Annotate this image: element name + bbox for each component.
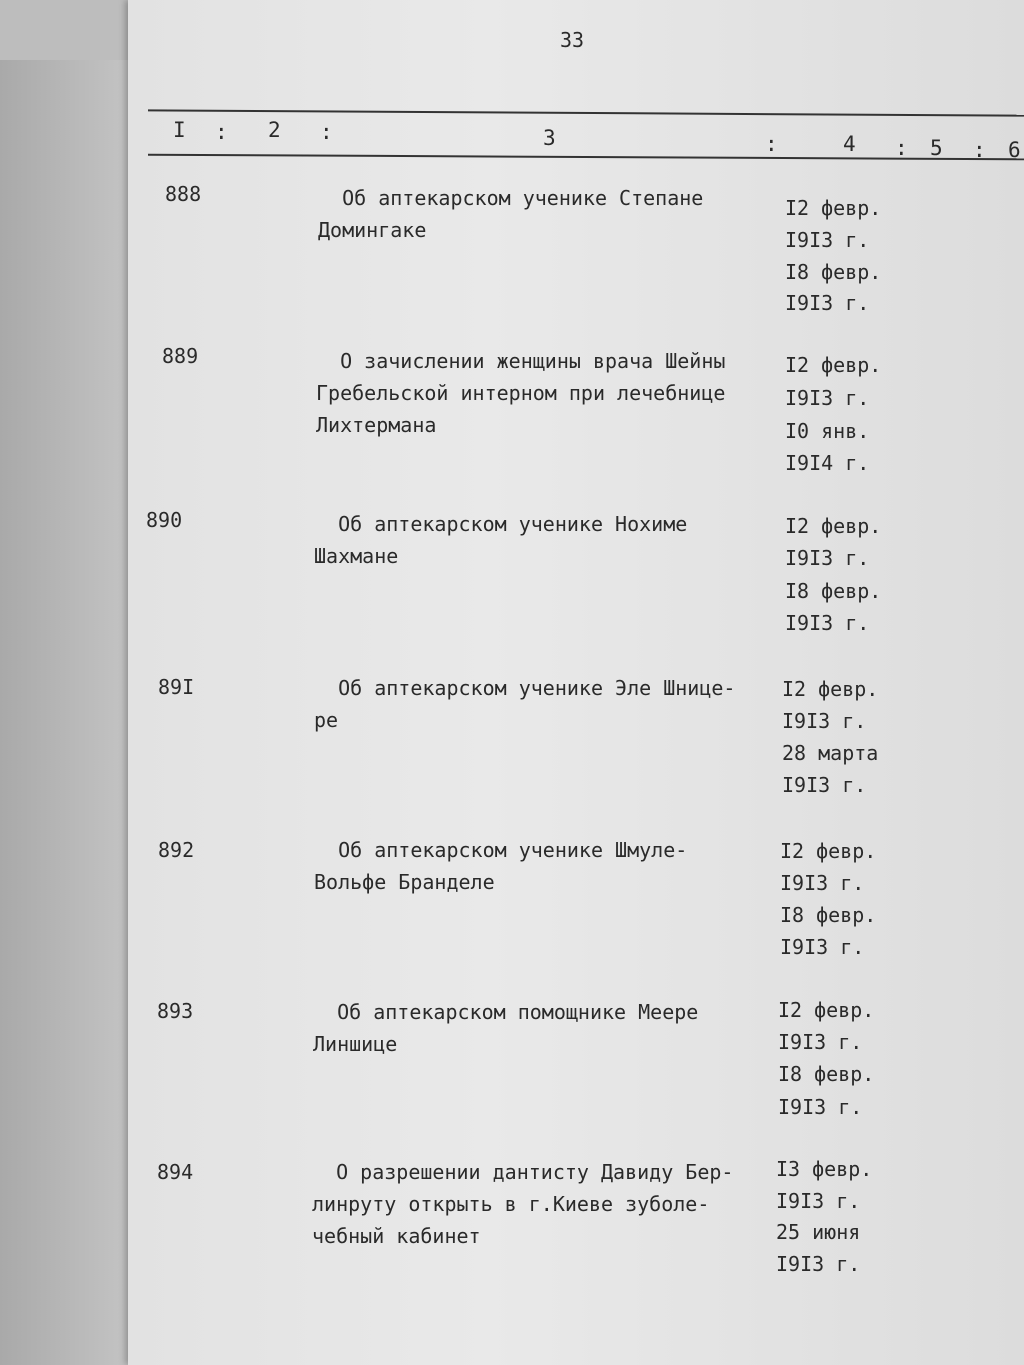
column-header-1: I (173, 118, 186, 142)
entry-title: Об аптекарском ученике Степане Домингаке (318, 186, 704, 242)
column-header-3: 3 (543, 126, 556, 150)
entry-title: Об аптекарском ученике Эле Шнице- ре (314, 676, 736, 732)
entry-date: I8 февр. (785, 579, 882, 603)
entry-date: 28 марта (782, 741, 879, 765)
entry-date: I9I3 г. (785, 291, 870, 315)
column-separator: : (320, 120, 333, 144)
entry-number: 890 (146, 508, 183, 532)
entry-date: I9I3 г. (785, 611, 870, 635)
entry-date: I9I3 г. (785, 228, 870, 252)
page-number: 33 (560, 28, 585, 52)
column-header-5: 5 (930, 136, 943, 160)
entry-number: 894 (157, 1160, 194, 1184)
entry-date: I9I3 г. (782, 773, 867, 797)
entry-date: I2 февр. (778, 998, 875, 1022)
entry-date: I9I3 г. (780, 935, 865, 959)
entry-number: 888 (165, 182, 202, 206)
entry-date: I2 февр. (785, 353, 882, 377)
column-header-2: 2 (268, 118, 281, 142)
entry-date: I8 февр. (780, 903, 877, 927)
entry-date: 25 июня (776, 1220, 861, 1244)
column-separator: : (215, 120, 228, 144)
entry-date: I9I3 г. (778, 1030, 863, 1054)
column-separator: : (973, 138, 986, 162)
entry-title: О зачислении женщины врача Шейны Гребельской интерном при лечебнице Лихтермана (316, 349, 726, 437)
entry-date: I2 февр. (780, 839, 877, 863)
column-separator: : (765, 132, 778, 156)
entry-date: I3 февр. (776, 1157, 873, 1181)
entry-date: I9I3 г. (776, 1252, 861, 1276)
entry-number: 892 (158, 838, 195, 862)
entry-date: I8 февр. (778, 1062, 875, 1086)
entry-date: I9I3 г. (785, 546, 870, 570)
entry-title: Об аптекарском ученике Шмуле- Вольфе Бранделе (314, 838, 688, 894)
entry-date: I9I3 г. (776, 1189, 861, 1213)
entry-date: I2 февр. (782, 677, 879, 701)
entry-number: 893 (157, 999, 194, 1023)
entry-date: I2 февр. (785, 196, 882, 220)
entry-date: I8 февр. (785, 260, 882, 284)
entry-title: Об аптекарском помощнике Меере Линшице (313, 1000, 699, 1056)
entry-date: I0 янв. (785, 419, 870, 443)
entry-title: О разрешении дантисту Давиду Бер- линруту открыть в г.Киеве зуболе- чебный кабинет (312, 1160, 734, 1248)
entry-number: 889 (162, 344, 199, 368)
entry-date: I9I3 г. (785, 386, 870, 410)
column-separator: : (895, 136, 908, 160)
column-header-6: 6 (1008, 138, 1021, 162)
underlying-page (0, 60, 140, 1365)
entry-date: I9I3 г. (780, 871, 865, 895)
column-header-4: 4 (843, 132, 856, 156)
entry-date: I2 февр. (785, 514, 882, 538)
entry-number: 89I (158, 675, 195, 699)
entry-date: I9I3 г. (782, 709, 867, 733)
entry-date: I9I4 г. (785, 451, 870, 475)
entry-date: I9I3 г. (778, 1095, 863, 1119)
entry-title: Об аптекарском ученике Нохиме Шахмане (314, 512, 688, 568)
